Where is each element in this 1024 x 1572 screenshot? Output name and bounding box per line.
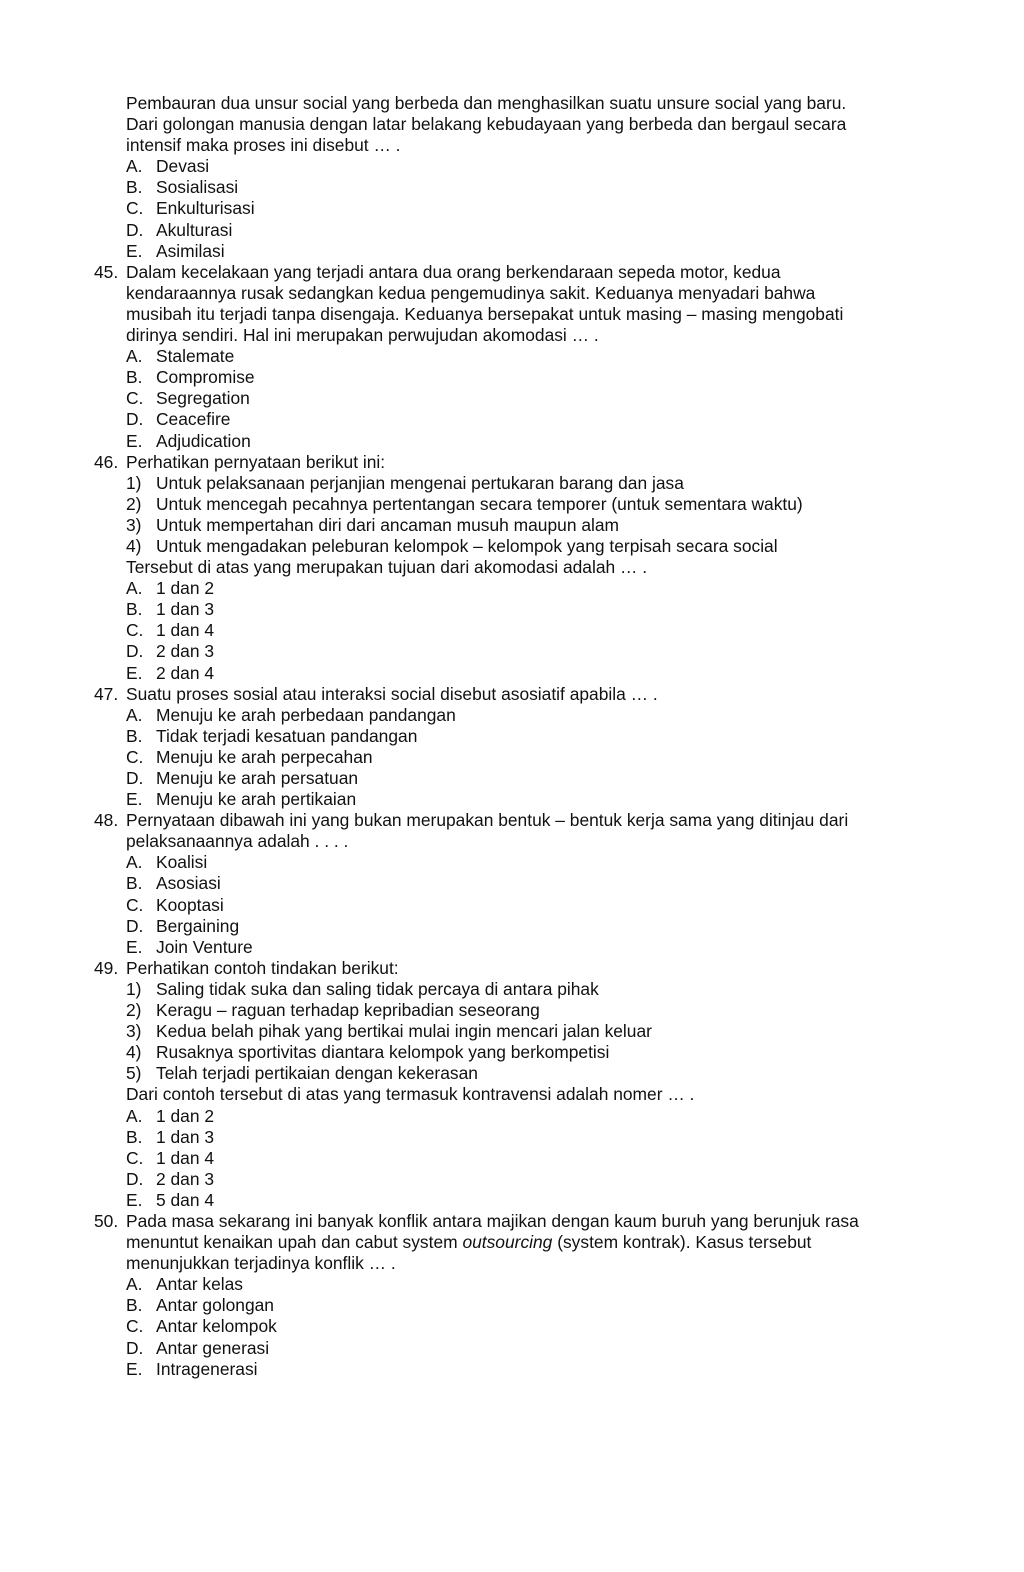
option-b: B. Tidak terjadi kesatuan pandangan [126,725,418,746]
option-d: D. 2 dan 3 [126,641,215,662]
statement-2: 2) Keragu – raguan terhadap kepribadian seseorang [126,1000,540,1021]
document-page [0,93,1024,1380]
question-text: 49. Perhatikan contoh tindakan berikut: [94,957,399,978]
option-a: A. 1 dan 2 [126,1105,215,1126]
question-text: menuntut kenaikan upah dan cabut system outsourcing (system kontrak). Kasus tersebut [126,1232,812,1253]
question-47 [0,684,1024,811]
statement-4: 4) Rusaknya sportivitas diantara kelompok yang berkompetisi [126,1042,610,1063]
option-a: A. Antar kelas [126,1274,243,1295]
option-d: D. Akulturasi [126,219,233,240]
option-a: A. Koalisi [126,852,208,873]
option-c: C. Segregation [126,388,250,409]
statement-2: 2) Untuk mencegah pecahnya pertentangan secara temporer (untuk sementara waktu) [126,493,803,514]
option-e: E. 2 dan 4 [126,662,215,683]
option-d: D. 2 dan 3 [126,1168,215,1189]
statement-3: 3) Kedua belah pihak yang bertikai mulai ingin mencari jalan keluar [126,1021,652,1042]
question-text: 47. Suatu proses sosial atau interaksi social disebut asosiatif apabila … . [94,683,658,704]
option-b: B. Sosialisasi [126,177,239,198]
option-a: A. Stalemate [126,346,235,367]
option-a: A. Menuju ke arah perbedaan pandangan [126,704,456,725]
option-d: D. Menuju ke arah persatuan [126,768,359,788]
option-d: D. Antar generasi [126,1337,270,1358]
option-b: B. Antar golongan [126,1295,274,1316]
option-e: E. Join Venture [126,936,253,957]
option-b: B. Asosiasi [126,873,221,894]
question-text: kendaraannya rusak sedangkan kedua pengemudinya sakit. Keduanya menyadari bahwa [126,282,816,303]
option-c: C. Antar kelompok [126,1316,277,1337]
option-b: B. 1 dan 3 [126,599,215,620]
question-number: 49. [94,957,119,978]
question-number: 46. [94,451,119,472]
question-text: 48. Pernyataan dibawah ini yang bukan merupakan bentuk – bentuk kerja sama yang ditinjau dari [94,810,849,831]
option-a: A. Devasi [126,156,210,177]
option-e: E. 5 dan 4 [126,1189,215,1210]
question-50 [0,1211,1024,1380]
question-text: Pembauran dua unsur social yang berbeda dan menghasilkan suatu unsure social yang baru. [126,93,847,113]
question-text: intensif maka proses ini disebut … . [126,135,401,156]
question-number: 47. [94,683,119,704]
question-text: 45. Dalam kecelakaan yang terjadi antara dua orang berkendaraan sepeda motor, kedua [94,261,781,282]
question-text: 50. Pada masa sekarang ini banyak konflik antara majikan dengan kaum buruh yang berunjuk rasa [94,1210,859,1231]
option-e: E. Intragenerasi [126,1358,258,1379]
italic-term: outsourcing [462,1232,553,1253]
question-text: dirinya sendiri. Hal ini merupakan perwujudan akomodasi … . [126,325,599,346]
question-number: 50. [94,1210,119,1231]
option-e: E. Adjudication [126,430,251,451]
option-e: E. Asimilasi [126,240,225,261]
question-closing: Dari contoh tersebut di atas yang termasuk kontravensi adalah nomer … . [126,1084,695,1105]
question-46 [0,452,1024,684]
question-45 [0,262,1024,452]
option-c: C. Enkulturisasi [126,198,255,219]
option-c: C. 1 dan 4 [126,620,215,641]
question-closing: Tersebut di atas yang merupakan tujuan dari akomodasi adalah … . [126,557,648,578]
question-48 [0,810,1024,958]
question-49 [0,958,1024,1211]
question-text: pelaksanaannya adalah . . . . [126,831,349,852]
question-44 [0,93,1024,262]
option-d: D. Bergaining [126,915,240,936]
question-text: Dari golongan manusia dengan latar belakang kebudayaan yang berbeda dan bergaul secara [126,114,847,135]
question-number: 45. [94,261,119,282]
statement-5: 5) Telah terjadi pertikaian dengan kekerasan [126,1063,478,1084]
option-e: E. Menuju ke arah pertikaian [126,789,357,810]
option-c: C. Kooptasi [126,894,224,915]
option-b: B. 1 dan 3 [126,1126,215,1147]
question-text: musibah itu terjadi tanpa disengaja. Keduanya bersepakat untuk masing – masing mengobati [126,303,844,324]
option-c: C. Menuju ke arah perpecahan [126,746,373,767]
option-a: A. 1 dan 2 [126,578,215,599]
statement-3: 3) Untuk mempertahan diri dari ancaman musuh maupun alam [126,514,620,535]
question-text: 46. Perhatikan pernyataan berikut ini: [94,451,386,472]
statement-1: 1) Saling tidak suka dan saling tidak percaya di antara pihak [126,978,599,999]
option-c: C. 1 dan 4 [126,1147,215,1168]
statement-4: 4) Untuk mengadakan peleburan kelompok – kelompok yang terpisah secara social [126,535,778,556]
question-text: menunjukkan terjadinya konflik … . [126,1253,396,1274]
statement-1: 1) Untuk pelaksanaan perjanjian mengenai pertukaran barang dan jasa [126,472,684,493]
option-d: D. Ceacefire [126,409,231,430]
option-b: B. Compromise [126,367,255,388]
question-number: 48. [94,810,119,831]
